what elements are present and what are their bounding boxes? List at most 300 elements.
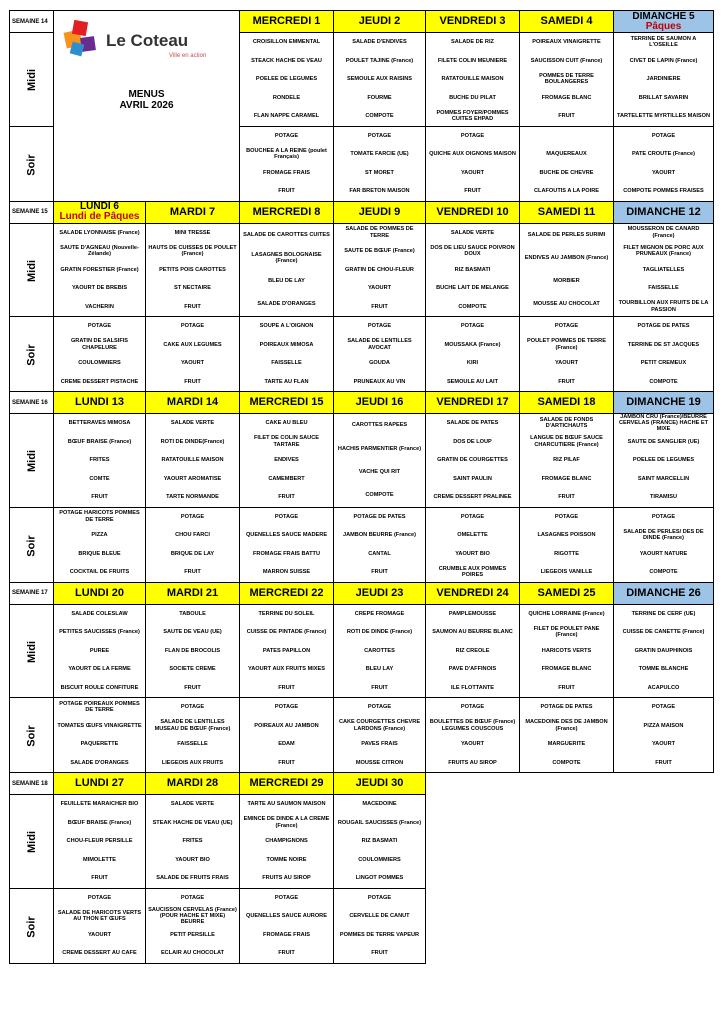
day-header: [614, 582, 714, 604]
meal-cell: [54, 414, 146, 508]
menu-item: PIZZA MAISON: [643, 722, 684, 729]
menu-item: FROMAGE FRAIS: [263, 169, 310, 176]
menu-item: MIMOLETTE: [83, 856, 116, 863]
menu-item: FILET MIGNON DE PORC AUX PRUNEAUX (France): [623, 244, 704, 258]
menu-item: BUCHE DE CHEVRE: [539, 169, 594, 176]
menu-item: CAROTTES RAPEES: [351, 422, 408, 429]
menu-item: TERRINE DE SAUMON A L'OSEILLE: [630, 35, 697, 49]
menu-item: SALADE D'ORANGES: [70, 759, 129, 766]
menu-item: CERVELLE DE CANUT: [349, 913, 410, 920]
menu-item: FRUIT: [91, 494, 108, 501]
meal-cell: [614, 414, 714, 508]
menu-item: FRUIT: [558, 494, 575, 501]
menu-item: SEMOULE AU LAIT: [446, 378, 499, 385]
meal-cell: [146, 888, 240, 963]
menu-item: LASAGNES BOLOGNAISE (France): [251, 251, 322, 265]
menu-item: FRUIT: [655, 759, 672, 766]
menu-item: SALADE DE POMMES DE TERRE: [345, 226, 414, 239]
menu-item: FAISSELLE: [271, 360, 302, 367]
menu-item: SOUPE A L'OIGNON: [259, 323, 314, 330]
menu-item: YAOURT DE LA FERME: [68, 666, 131, 673]
menu-item: POTAGE: [460, 513, 485, 520]
day-header: [334, 392, 426, 414]
menu-item: TOMME BLANCHE: [638, 666, 689, 673]
menu-item: DOS DE LIEU SAUCE POIVRON DOUX: [430, 244, 515, 258]
day-name: LUNDI 13: [75, 396, 124, 408]
menu-item: POMMES FOYER/POMMES CUITES EHPAD: [436, 109, 509, 123]
title-line-1: MENUS: [128, 89, 165, 100]
menu-item: PETITES SAUCISSES (France): [59, 629, 140, 636]
day-name: DIMANCHE 26: [626, 586, 701, 599]
meal-cell: [520, 126, 614, 201]
menu-item: SALADE VERTE: [170, 420, 215, 427]
menu-item: ROUGAIL SAUCISSES (France): [337, 819, 422, 826]
day-header: [334, 201, 426, 223]
empty-header: [614, 773, 714, 795]
menu-item: COMPOTE: [365, 491, 394, 498]
menu-item: FRUIT: [558, 684, 575, 691]
meal-cell: [240, 414, 334, 508]
menu-item: LANGUE DE BŒUF SAUCE CHARCUTIERE (France): [530, 435, 603, 448]
menu-item: RIZ BASMATI: [361, 838, 398, 845]
midi-label-text: Midi: [25, 450, 38, 473]
menu-item: ST MORET: [365, 169, 394, 176]
meal-cell: [334, 126, 426, 201]
menu-item: GRATIN DE CHOU-FLEUR: [345, 266, 414, 273]
meal-cell: [614, 33, 714, 127]
meal-cell: [426, 223, 520, 317]
menu-item: SALADE DE RIZ: [451, 39, 494, 46]
menu-item: POIREAUX VINAIGRETTE: [532, 39, 601, 46]
menu-item: COMPOTE: [365, 113, 394, 120]
menu-item: ROTI DE DINDE(France): [160, 438, 225, 445]
menu-item: PAQUERETTE: [80, 741, 119, 748]
menu-item: YAOURT BIO: [455, 550, 490, 557]
menu-item: TOMATE FARCIE (UE): [350, 151, 409, 158]
meal-cell: [520, 507, 614, 582]
day-name: JEUDI 2: [358, 15, 401, 27]
day-holiday-label: Lundi de Pâques: [59, 211, 140, 222]
midi-row: [10, 223, 714, 317]
meal-cell: [54, 795, 146, 889]
menu-item: SALADE DE LENTILLES MUSEAU DE BŒUF (France): [154, 719, 231, 732]
menu-item: YAOURT NATURE: [639, 550, 688, 557]
day-name: MERCREDI 8: [252, 205, 321, 218]
menu-item: COMPOTE: [649, 378, 678, 385]
logo-title-cell: [54, 11, 240, 202]
empty-cell: [614, 795, 714, 889]
day-header: [334, 11, 426, 33]
soir-label-text: Soir: [25, 534, 38, 557]
menu-item: HAUTS DE CUISSES DE POULET (France): [148, 244, 237, 258]
day-header: [520, 11, 614, 33]
menu-item: COMTE: [89, 475, 110, 482]
day-name: MERCREDI 15: [249, 396, 324, 408]
menu-item: POELEE DE LEGUMES: [632, 457, 695, 464]
midi-label: [10, 223, 54, 317]
menu-item: RATATOUILLE MAISON: [161, 457, 224, 464]
menu-item: GRATIN DE SALSIFIS CHAPELURE: [70, 338, 129, 351]
menu-item: POTAGE: [554, 513, 579, 520]
week-header-row: [10, 773, 714, 795]
menu-item: POTAGE: [460, 704, 485, 711]
day-name: VENDREDI 10: [436, 205, 509, 218]
menu-item: PETITS POIS CAROTTES: [159, 266, 226, 273]
menu-item: COULOMMIERS: [78, 360, 121, 367]
day-header: [614, 392, 714, 414]
menu-item: DOS DE LOUP: [453, 438, 492, 445]
menu-item: BRIQUE BLEUE: [78, 550, 121, 557]
menu-item: CAKE AU BLEU: [265, 420, 308, 427]
menu-item: SALADE DE FONDS D'ARTICHAUTS: [539, 416, 594, 430]
soir-row: [10, 698, 714, 773]
meal-cell: [240, 507, 334, 582]
menu-item: POELEE DE LEGUMES: [255, 76, 318, 83]
menu-item: SALADE D'ENDIVES: [352, 39, 407, 46]
menu-item: YAOURT: [87, 931, 112, 938]
meal-cell: [614, 698, 714, 773]
day-holiday-label: Pâques: [645, 20, 682, 32]
menu-item: PIZZA: [91, 532, 108, 539]
menu-item: MORBIER: [553, 278, 580, 285]
meal-cell: [54, 317, 146, 392]
menu-item: RIGOTTE: [554, 550, 579, 557]
menu-item: POTAGE: [651, 513, 676, 520]
menu-item: ROTI DE DINDE (France): [346, 629, 413, 636]
menu-item: POTAGE: [87, 323, 112, 330]
menu-item: LIEGEOIS VANILLE: [540, 569, 593, 576]
menu-item: SALADE LYONNAISE (France): [59, 229, 140, 236]
empty-cell: [614, 888, 714, 963]
menu-item: COMPOTE: [552, 759, 581, 766]
meal-cell: [614, 317, 714, 392]
menu-item: JAMBON CRU (France)/BEURRE CERVELAS (FRANCE) HACHE ET MIXE: [618, 414, 709, 433]
meal-cell: [146, 414, 240, 508]
meal-cell: [614, 223, 714, 317]
menu-item: FROMAGE BLANC: [541, 666, 592, 673]
day-name: MARDI 14: [166, 396, 219, 408]
menu-item: TOMME NOIRE: [266, 856, 307, 863]
menu-item: YAOURT AUX FRUITS MIXES: [248, 666, 325, 673]
menu-item: RATATOUILLE MAISON: [441, 76, 504, 83]
menu-item: ENDIVES: [274, 457, 299, 464]
day-header: [146, 582, 240, 604]
menu-item: TABOULE: [179, 610, 206, 617]
menu-item: CHOU-FLEUR PERSILLE: [66, 838, 133, 845]
menu-item: FRUIT: [278, 188, 295, 195]
menu-item: FRUIT: [278, 950, 295, 957]
soir-row: [10, 507, 714, 582]
day-name: JEUDI 30: [355, 777, 404, 789]
meal-cell: [240, 317, 334, 392]
menu-item: POMMES DE TERRE VAPEUR: [339, 931, 420, 938]
menu-item: FOURME: [367, 94, 392, 101]
menu-item: POTAGE: [651, 132, 676, 139]
midi-label-text: Midi: [25, 259, 38, 282]
day-header: [614, 11, 714, 33]
day-name: DIMANCHE 19: [626, 396, 701, 408]
meal-cell: [240, 888, 334, 963]
meal-cell: [520, 414, 614, 508]
menu-item: JARDINIERE: [646, 76, 681, 83]
menu-item: FRITES: [89, 457, 110, 464]
menu-item: MAQUEREAUX: [546, 151, 587, 158]
day-header: [520, 582, 614, 604]
day-header: [334, 582, 426, 604]
menu-item: FILETE COLIN MEUNIERE: [437, 57, 508, 64]
menu-item: FROMAGE BLANC: [541, 94, 592, 101]
menu-item: POIREAUX MIMOSA: [259, 341, 314, 348]
menu-item: YAOURT: [651, 741, 676, 748]
meal-cell: [54, 604, 146, 698]
empty-cell: [426, 795, 520, 889]
meal-cell: [240, 795, 334, 889]
menu-item: TERRINE DE CERF (UE): [631, 610, 696, 617]
day-header: [426, 201, 520, 223]
menu-item: FRUIT: [278, 684, 295, 691]
menu-item: LIEGEOIS AUX FRUITS: [161, 759, 224, 766]
menu-item: EDAM: [278, 741, 295, 748]
menu-item: SALADE DE PERLES SURIMI: [527, 231, 606, 238]
menu-item: COMPOTE: [458, 303, 487, 310]
week-label: SEMAINE 16: [10, 392, 54, 414]
menu-item: SALADE COLESLAW: [71, 610, 128, 617]
menu-item: POTAGE POIREAUX POMMES DE TERRE: [59, 700, 140, 714]
menu-item: PAVE D'AFFINOIS: [448, 666, 497, 673]
logo: [59, 17, 229, 67]
menu-item: TIRAMISU: [649, 494, 678, 501]
meal-cell: [240, 698, 334, 773]
day-header: [240, 11, 334, 33]
soir-row: [10, 317, 714, 392]
meal-cell: [146, 698, 240, 773]
day-header: [54, 773, 146, 795]
meal-cell: [520, 33, 614, 127]
menu-item: PRUNEAUX AU VIN: [353, 378, 406, 385]
page-title: [54, 89, 239, 111]
menu-item: SALADE DE LENTILLES AVOCAT: [347, 338, 412, 351]
menu-item: TOURBILLON AUX FRUITS DE LA PASSION: [618, 300, 709, 313]
menu-item: QUICHE AUX OIGNONS MAISON: [429, 151, 516, 158]
menu-item: OMELETTE: [457, 532, 488, 539]
menu-item: FAISSELLE: [648, 285, 679, 292]
menu-item: QUICHE LORRAINE (France): [528, 610, 605, 617]
empty-cell: [520, 795, 614, 889]
day-name: JEUDI 16: [355, 396, 404, 408]
menu-item: CUISSE DE CANETTE (France): [622, 629, 705, 636]
midi-label: [10, 414, 54, 508]
midi-row: [10, 604, 714, 698]
menu-item: FRUIT: [558, 113, 575, 120]
menu-item: POTAGE: [651, 704, 676, 711]
menu-item: FRUIT: [371, 303, 388, 310]
menu-item: FRITES: [182, 838, 203, 845]
day-header: [426, 392, 520, 414]
menu-item: STEACK HACHE DE VEAU: [251, 57, 322, 64]
menu-item: TERRINE DE ST JACQUES: [627, 341, 700, 348]
meal-cell: [520, 317, 614, 392]
meal-cell: [240, 604, 334, 698]
meal-cell: [520, 698, 614, 773]
meal-cell: [334, 223, 426, 317]
menu-item: SAUTE DE SANGLIER (UE): [627, 438, 700, 445]
menu-item: SAUCISSON CERVELAS (France) (POUR HACHE ET MIXE) BEURRE: [148, 907, 237, 926]
meal-cell: [334, 888, 426, 963]
menu-item: POTAGE: [367, 323, 392, 330]
meal-cell: [54, 223, 146, 317]
day-name: MERCREDI 1: [252, 15, 321, 27]
menu-item: POMMES DE TERRE BOULANGERES: [539, 72, 594, 86]
menu-item: PATE CROUTE (France): [632, 151, 695, 158]
menu-item: SALADE DE HARICOTS VERTS AU THON ET ŒUFS: [57, 909, 142, 923]
menu-item: CAMEMBERT: [268, 475, 305, 482]
menu-item: YAOURT: [651, 169, 676, 176]
menu-item: FRUIT: [464, 188, 481, 195]
soir-label: [10, 698, 54, 773]
menu-item: RIZ PILAF: [553, 457, 580, 464]
menu-item: VACHERIN: [85, 303, 114, 310]
menu-item: SAUMON AU BEURRE BLANC: [432, 629, 513, 636]
menu-item: VACHE QUI RIT: [358, 468, 401, 475]
menu-item: SOCIETE CREME: [169, 666, 216, 673]
menu-item: TAGLIATELLES: [642, 266, 685, 273]
week-header-row: [10, 582, 714, 604]
menu-item: MARRON SUISSE: [262, 569, 311, 576]
menu-item: CANTAL: [368, 550, 391, 557]
meal-cell: [614, 604, 714, 698]
menu-item: TARTE AU SAUMON MAISON: [247, 801, 326, 808]
menu-item: GRATIN FORESTIER (France): [60, 266, 139, 273]
menu-item: QUENELLES SAUCE MADERE: [245, 532, 328, 539]
menu-item: POTAGE: [180, 323, 205, 330]
menu-item: YAOURT: [460, 741, 485, 748]
midi-label-text: Midi: [25, 69, 38, 92]
day-header: [426, 11, 520, 33]
meal-cell: [426, 126, 520, 201]
logo-name: Le Coteau: [106, 31, 189, 50]
menu-item: CREME DESSERT AU CAFE: [62, 950, 137, 957]
menu-item: CHAMPIGNONS: [265, 838, 308, 845]
day-header: [146, 201, 240, 223]
day-name: DIMANCHE 12: [626, 205, 701, 218]
meal-cell: [146, 317, 240, 392]
meal-cell: [614, 507, 714, 582]
menu-item: LASAGNES POISSON: [537, 532, 596, 539]
menu-item: YAOURT: [367, 285, 392, 292]
day-name: JEUDI 9: [358, 205, 401, 218]
day-header: [240, 392, 334, 414]
menu-item: BUCHE LAIT DE MELANGE: [436, 285, 509, 292]
menu-item: CREME DESSERT PRALINEE: [433, 494, 512, 501]
empty-cell: [520, 888, 614, 963]
day-name: MERCREDI 22: [249, 586, 324, 599]
menu-item: BLEU LAY: [365, 666, 394, 673]
menu-item: TERRINE DU SOLEIL: [258, 610, 315, 617]
menu-item: TARTE NORMANDE: [166, 494, 219, 501]
soir-label: [10, 317, 54, 392]
menu-item: SAINT MARCELLIN: [637, 475, 690, 482]
menu-item: SALADE DE PATES: [446, 420, 499, 427]
menu-item: POTAGE: [460, 323, 485, 330]
menu-item: POTAGE: [367, 132, 392, 139]
menu-item: BISCUIT ROULE CONFITURE: [60, 684, 139, 691]
menu-item: POTAGE DE PATES: [353, 513, 406, 520]
day-name: VENDREDI 3: [439, 15, 506, 27]
title-line-2: AVRIL 2026: [119, 100, 174, 111]
day-name: MERCREDI 29: [249, 777, 324, 789]
menu-item: FRUIT: [184, 684, 201, 691]
day-header: [426, 582, 520, 604]
menu-item: CAROTTES: [364, 647, 395, 654]
menu-item: ECLAIR AU CHOCOLAT: [160, 950, 225, 957]
day-name: SAMEDI 18: [537, 396, 596, 408]
menu-item: POULET TAJINE (France): [345, 57, 414, 64]
menu-item: PUREE: [89, 647, 110, 654]
menu-item: BUCHE DU PILAT: [449, 94, 496, 101]
week-label: SEMAINE 15: [10, 201, 54, 223]
menu-item: BŒUF BRAISE (France): [67, 438, 132, 445]
menu-item: BRIQUE DE LAY: [170, 550, 215, 557]
menu-item: YAOURT: [554, 360, 579, 367]
day-name: MARDI 21: [166, 586, 219, 599]
menu-item: HARICOTS VERTS: [541, 647, 592, 654]
day-name: VENDREDI 17: [436, 396, 509, 408]
midi-row: [10, 414, 714, 508]
menu-item: CRUMBLE AUX POMMES POIRES: [438, 565, 507, 579]
meal-cell: [520, 223, 614, 317]
day-header: [54, 582, 146, 604]
menu-item: BLEU DE LAY: [268, 278, 305, 285]
day-header: [240, 201, 334, 223]
menu-item: POIREAUX AU JAMBON: [254, 722, 319, 729]
meal-cell: [426, 317, 520, 392]
menu-item: FLAN DE BROCOLIS: [164, 647, 221, 654]
meal-cell: [426, 507, 520, 582]
menu-item: [520, 127, 613, 146]
meal-cell: [334, 795, 426, 889]
menu-item: FRUITS AU SIROP: [262, 875, 311, 882]
meal-cell: [334, 698, 426, 773]
empty-header: [520, 773, 614, 795]
menu-item: CAKE COURGETTES CHEVRE LARDONS (France): [338, 719, 421, 732]
menu-item: CREME DESSERT PISTACHE: [60, 378, 139, 385]
menu-item: JAMBON BEURRE (France): [342, 532, 417, 539]
menu-item: FILET DE COLIN SAUCE TARTARE: [254, 435, 319, 448]
menu-item: FRUIT: [371, 684, 388, 691]
menu-item: TARTELETTE MYRTILLES MAISON: [616, 113, 711, 120]
menu-item: SAINT PAULIN: [453, 475, 492, 482]
meal-cell: [334, 507, 426, 582]
day-header: [520, 392, 614, 414]
soir-label-text: Soir: [25, 725, 38, 747]
menu-item: GRATIN DAUPHINOIS: [634, 647, 693, 654]
soir-row: [10, 888, 714, 963]
menu-item: GOUDA: [369, 360, 390, 367]
midi-row: [10, 795, 714, 889]
week-label: SEMAINE 14: [10, 11, 54, 33]
midi-label: [10, 604, 54, 698]
meal-cell: [240, 223, 334, 317]
day-name: JEUDI 23: [355, 586, 404, 599]
menu-item: EMINCE DE DINDE A LA CREME (France): [243, 816, 330, 829]
meal-cell: [426, 414, 520, 508]
soir-label: [10, 126, 54, 201]
menu-item: SALADE VERTE: [170, 801, 215, 808]
menu-item: CHOU FARCI: [175, 532, 210, 539]
menu-item: SALADE D'ORANGES: [257, 301, 316, 308]
menu-item: PETIT PERSILLE: [170, 931, 215, 938]
day-name: SAMEDI 25: [537, 586, 596, 599]
